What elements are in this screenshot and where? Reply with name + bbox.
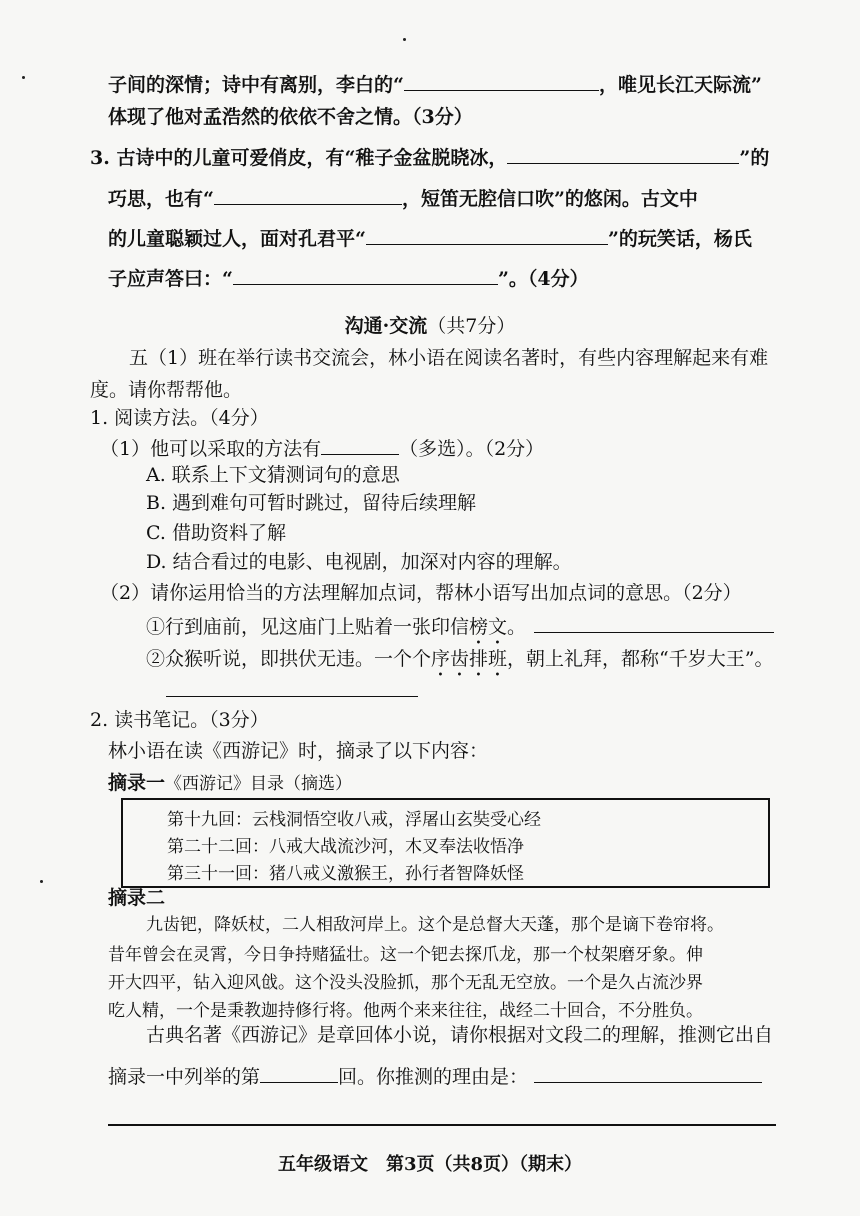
toc-line: 第二十二回：八戒大战流沙河，木叉奉法收悟净 [167,837,524,857]
item-2: ②众猴听说，即拱伏无违。一个个序齿排班，朝上礼拜，都称“千岁大王”。 [146,648,774,670]
section-title: 沟通·交流（共7分） [344,315,516,337]
answer-blank[interactable] [534,1064,762,1083]
answer-blank[interactable] [214,186,402,205]
answer-blank[interactable] [233,266,498,285]
q2-intro: 林小语在读《西游记》时，摘录了以下内容： [108,740,489,762]
q2-title: 2. 读书笔记。（3分） [90,709,269,731]
option-a: A. 联系上下文猜测词句的意思 [146,464,400,486]
p2-line2: 体现了他对孟浩然的依依不舍之情。（3分） [108,106,473,128]
q3-line3: 的儿童聪颖过人，面对孔君平“ ”的玩笑话，杨氏 [108,228,752,250]
passage-line: 九齿钯，降妖杖，二人相敌河岸上。这个是总督大天蓬，那个是谪下卷帘将。 [146,915,724,935]
answer-blank[interactable] [534,614,774,633]
q3-line1: 3. 古诗中的儿童可爱俏皮，有“稚子金盆脱晓冰， ”的 [90,147,770,169]
answer-blank[interactable] [507,145,739,164]
q1-sub1: （1）他可以采取的方法有 （多选）。（2分） [100,438,545,460]
option-b: B. 遇到难句可暂时跳过，留待后续理解 [146,492,477,514]
page-footer: 五年级语文 第3页（共8页）（期末） [277,1154,583,1175]
option-c: C. 借助资料了解 [146,522,286,544]
toc-line: 第十九回：云栈洞悟空收八戒，浮屠山玄奘受心经 [167,810,541,830]
item-1: ①行到庙前，见这庙门上贴着一张印信榜文。 [146,614,774,649]
excerpt1-label: 摘录一《西游记》目录（摘选） [108,772,353,794]
q1-sub2: （2）请你运用恰当的方法理解加点词，帮林小语写出加点词的意思。（2分） [100,582,742,604]
toc-box [121,798,770,888]
answer-blank[interactable] [366,226,608,245]
scan-speck [22,76,25,79]
answer-blank[interactable] [260,1064,338,1083]
intro-line2: 度。请你帮帮他。 [90,379,243,401]
option-d: D. 结合看过的电影、电视剧，加深对内容的理解。 [146,551,572,573]
passage-line: 吃人精，一个是秉教迦持修行将。他两个来来往往，战经二十回合，不分胜负。 [108,1001,703,1021]
footer-rule [108,1124,776,1126]
intro-line1: 五（1）班在举行读书交流会，林小语在阅读名著时，有些内容理解起来有难 [129,347,769,369]
answer-blank[interactable] [404,72,599,91]
q1-title: 1. 阅读方法。（4分） [90,407,269,429]
q3-line4: 子应声答曰：“ ”。（4分） [108,268,589,290]
q2-ask1: 古典名著《西游记》是章回体小说，请你根据对文段二的理解，推测它出自 [146,1024,774,1046]
q3-line2: 巧思，也有“ ，短笛无腔信口吹”的悠闲。古文中 [108,188,698,210]
q2-ask2: 摘录一中列举的第 回。你推测的理由是： [108,1064,762,1089]
answer-blank[interactable] [166,678,418,697]
passage-line: 昔年曾会在灵霄，今日争持赌猛壮。这一个钯去探爪龙，那一个杖架磨牙象。伸 [108,945,703,965]
passage-line: 开大四平，钻入迎风戗。这个没头没脸抓，那个无乱无空放。一个是久占流沙界 [108,973,703,993]
toc-line: 第三十一回：猪八戒义激猴王，孙行者智降妖怪 [167,864,524,884]
p2-line1: 子间的深情；诗中有离别，李白的“ ，唯见长江天际流” [108,74,762,96]
excerpt2-label: 摘录二 [108,887,166,909]
answer-blank[interactable] [321,436,399,455]
scan-speck [403,38,406,41]
scan-speck [40,880,43,883]
